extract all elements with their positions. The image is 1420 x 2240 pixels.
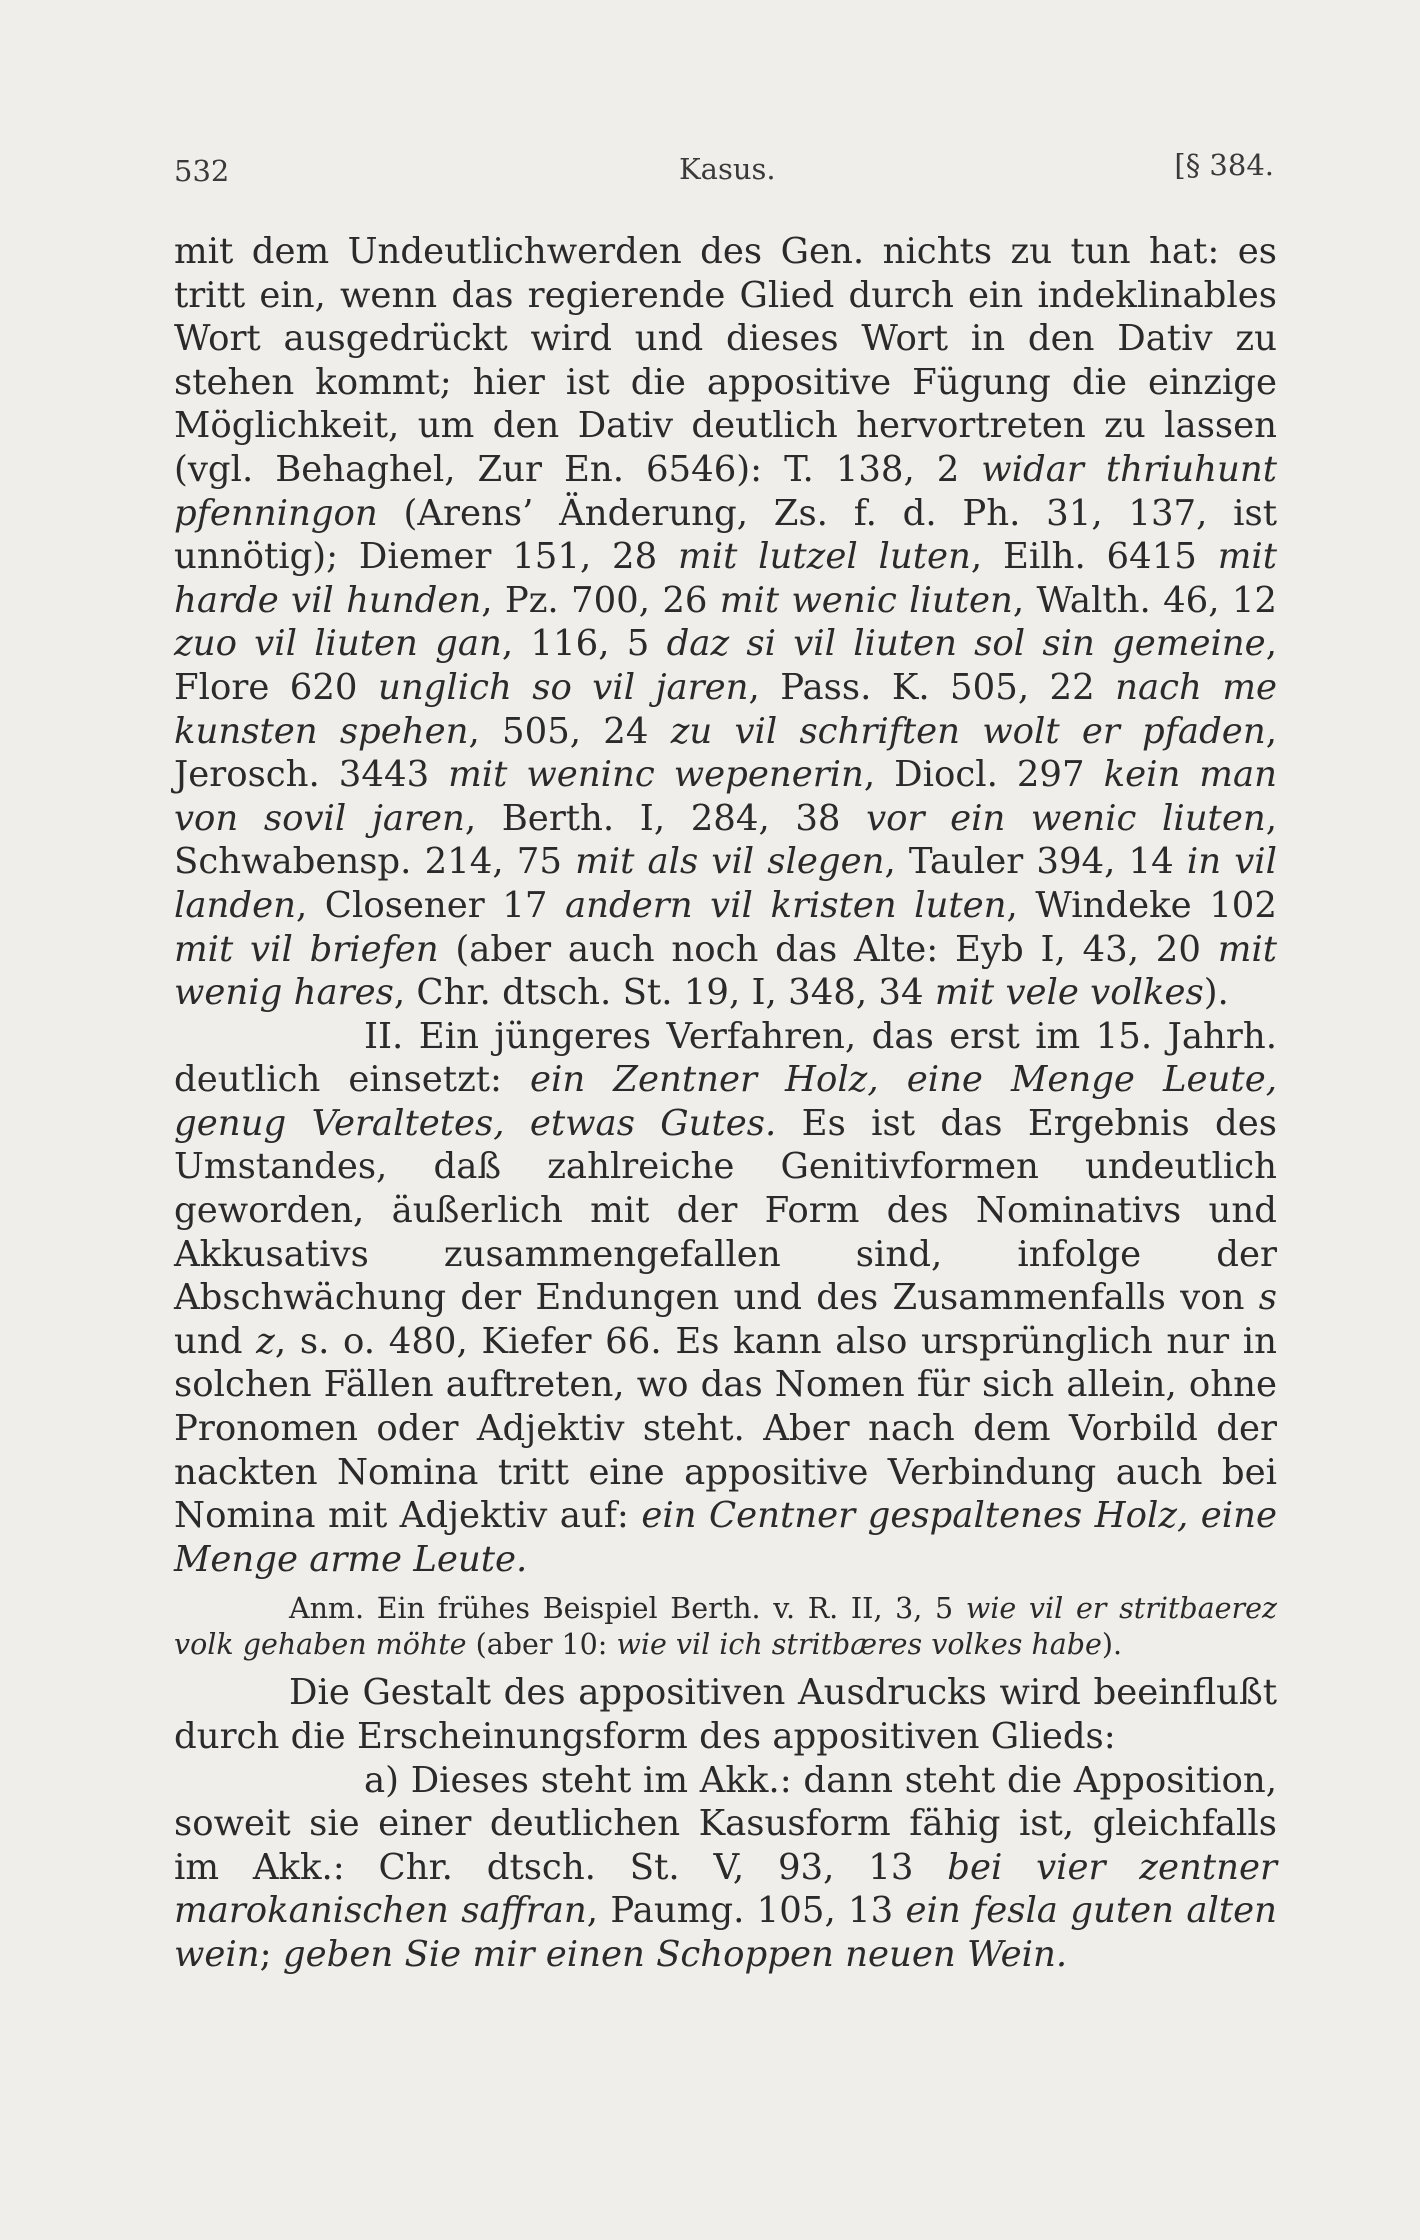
paragraph-continuation: mit dem Undeutlichwerden des Gen. nichts zu tun hat: es tritt ein, wenn das regierende Glied durch ein indeklinables Wort ausgedrückt wird und dieses Wort in den Dativ zu stehen kommt; hier ist die appositive Fügung die einzige Möglichkeit, um den Dativ deutlich hervortreten zu lassen (vgl. Behaghel, Zur En. 6546): T. 138, 2 widar thriuhunt pfenningon (Arens’ Änderung, Zs. f. d. Ph. 31, 137, ist unnötig); Diemer 151, 28 mit lutzel luten, Eilh. 6415 mit harde vil hunden, Pz. 700, 26 mit wenic liuten, Walth. 46, 12 zuo vil liuten gan, 116, 5 daz si vil liuten sol sin gemeine, Flore 620 unglich so vil jaren, Pass. K. 505, 22 nach me kunsten spehen, 505, 24 zu vil schriften wolt er pfaden, Jerosch. 3443 mit weninc wepenerin, Diocl. 297 kein man von sovil jaren, Berth. I, 284, 38 vor ein wenic liuten, Schwabensp. 214, 75 mit als vil slegen, Tauler 394, 14 in vil landen, Closener 17 andern vil kristen luten, Windeke 102 mit vil briefen (aber auch noch das Alte: Eyb I, 43, 20 mit wenig hares, Chr. dtsch. St. 19, I, 348, 34 mit vele volkes).: [174, 231, 1278, 1014]
running-title: Kasus.: [679, 152, 776, 186]
page-body: [174, 230, 1277, 1977]
page-number: 532: [174, 154, 230, 188]
running-header: [174, 148, 1274, 198]
paragraph-appositive-form: Die Gestalt des appositiven Ausdrucks wird beeinflußt durch die Erscheinungsform des appositiven Glieds:: [174, 1672, 1277, 1757]
paragraph-section-ii: II. Ein jüngeres Verfahren, das erst im 15. Jahrh. deutlich einsetzt: ein Zentner Holz, eine Menge Leute, genug Veraltetes, etwas Gutes. Es ist das Ergebnis des Umstandes, daß zahlreiche Genitivformen undeutlich geworden, äußerlich mit der Form des Nominativs und Akkusativs zusammengefallen sind, infolge der Abschwächung der Endungen und des Zusammenfalls von s und z, s. o. 480, Kiefer 66. Es kann also ursprünglich nur in solchen Fällen auftreten, wo das Nomen für sich allein, ohne Pronomen oder Adjektiv steht. Aber nach dem Vorbild der nackten Nomina tritt eine appositive Verbindung auch bei Nomina mit Adjektiv auf: ein Centner gespaltenes Holz, eine Menge arme Leute.: [174, 1015, 1277, 1580]
section-marker: [§ 384.: [1174, 148, 1274, 182]
paragraph-case-a: a) Dieses steht im Akk.: dann steht die Apposition, soweit sie einer deutlichen Kasusform fähig ist, gleichfalls im Akk.: Chr. dtsch. St. V, 93, 13 bei vier zentner marokanischen saffran, Paumg. 105, 13 ein fesla guten alten wein; geben Sie mir einen Schoppen neuen Wein.: [174, 1759, 1277, 1975]
annotation-note: Anm. Ein frühes Beispiel Berth. v. R. II, 3, 5 wie vil er stritbaerez volk gehaben möhte (aber 10: wie vil ich stritbæres volkes habe).: [174, 1592, 1277, 1662]
